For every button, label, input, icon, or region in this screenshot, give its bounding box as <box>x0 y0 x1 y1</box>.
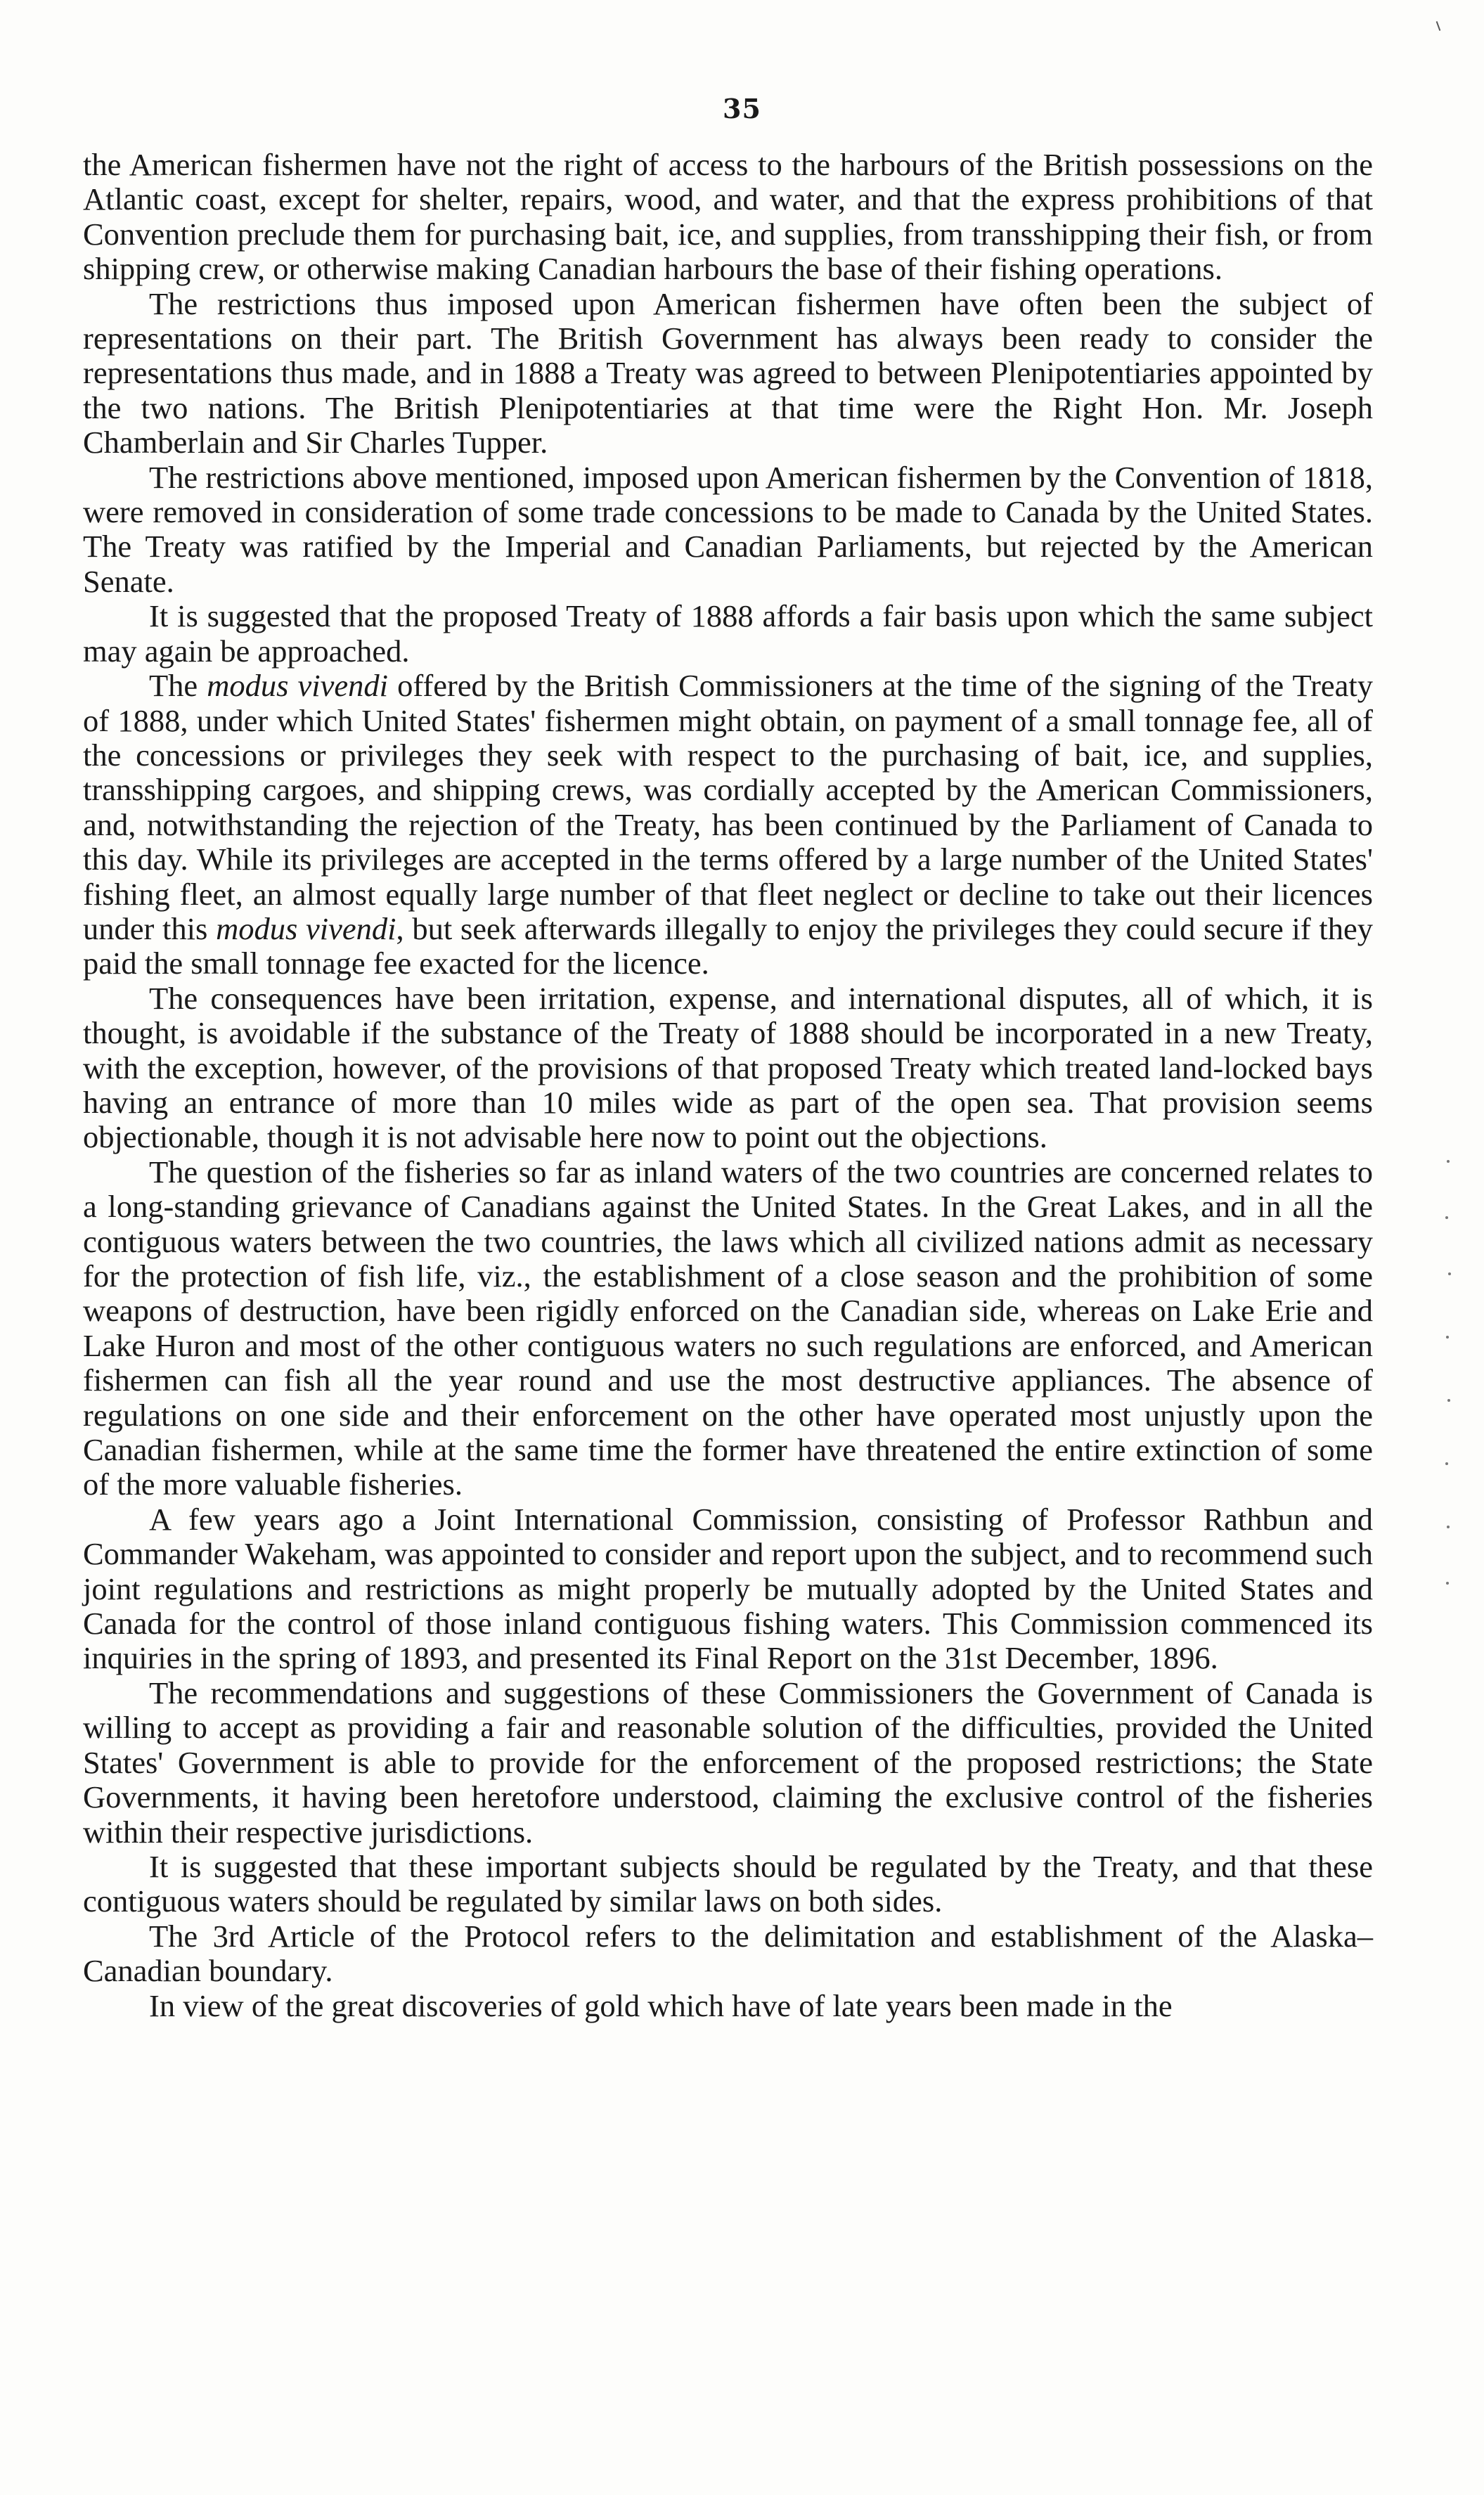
speck <box>1445 1216 1448 1219</box>
paragraph-5-italic-term-2: modus vivendi <box>216 910 396 946</box>
speck <box>1446 1336 1449 1339</box>
paragraph-6: The consequences have been irritation, expense, and international disputes, all of which, it is thought, is avoidable if the substance of the Treaty of 1888 should be incorporated in a new Treaty, with the exception, however, of the provisions of that proposed Treaty which treated land-locked bays having an entrance of more than 10 miles wide as part of the open sea. That provision seems objectionable, though it is not advisable here now to point out the objections. <box>83 980 1373 1155</box>
speck <box>1447 1526 1450 1528</box>
speck <box>1447 1399 1450 1402</box>
speck <box>1448 1272 1451 1275</box>
paragraph-8: A few years ago a Joint International Commission, consisting of Professor Rathbun and Commander Wakeham, was appointed to consider and report upon the subject, and to recommend such joint regulations and restrictions as might properly be mutually adopted by the United States and Canada for the control of those inland contiguous fishing waters. This Commission commenced its inquiries in the spring of 1893, and presented its Final Report on the 31st December, 1896. <box>83 1501 1373 1676</box>
speck <box>1446 1582 1449 1585</box>
paragraph-1: the American fishermen have not the right of access to the harbours of the British possessions on the Atlantic coast, except for shelter, repairs, wood, and water, and that the express prohibitions of that Convention preclude them for purchasing bait, ice, and supplies, from transshipping their fish, or from shipping crew, or otherwise making Canadian harbours the base of their fishing operations. <box>83 147 1373 287</box>
body-text <box>83 148 1373 2023</box>
paragraph-5-italic-term: modus vivendi <box>207 668 389 704</box>
paragraph-5 <box>83 669 1373 981</box>
speck <box>1447 1160 1450 1163</box>
paragraph-9: The recommendations and suggestions of these Commissioners the Government of Canada is willing to accept as providing a fair and reasonable solution of the difficulties, provided the United States' Government is able to provide for the enforcement of the proposed restrictions; the State Governments, it having been heretofore understood, claiming the exclusive control of the fisheries within their respective jurisdictions. <box>83 1675 1373 1850</box>
paragraph-5-part-b: offered by the British Commissioners at the time of the signing of the Treaty of 1888, under which United States' fishermen might obtain, on payment of a small tonnage fee, all of the concessions or privileges they seek with respect to the purchasing of bait, ice, and supplies, transshipping cargoes, and shipping crews, was cordially accepted by the American Commissioners, and, notwithstanding the rejection of the Treaty, has been continued by the Parliament of Canada to this day. While its privileges are accepted in the terms offered by a large number of the United States' fishing fleet, an almost equally large number of that fleet neglect or decline to take out their licences under this <box>83 668 1373 946</box>
page-number: 35 <box>723 93 761 124</box>
speck <box>1445 1462 1448 1465</box>
paragraph-2: The restrictions thus imposed upon American fishermen have often been the subject of representations on their part. The British Government has always been ready to consider the representations thus made, and in 1888 a Treaty was agreed to between Plenipotentiaries appointed by the two nations. The British Plenipotentiaries at that time were the Right Hon. Mr. Joseph Chamberlain and Sir Charles Tupper. <box>83 285 1373 460</box>
paragraph-12: In view of the great discoveries of gold which have of late years been made in the <box>149 1987 1173 2023</box>
paragraph-4: It is suggested that the proposed Treaty of 1888 affords a fair basis upon which the same subject may again be approached. <box>83 598 1373 669</box>
paragraph-7: The question of the fisheries so far as inland waters of the two countries are concerned relates to a long-standing grievance of Canadians against the United States. In the Great Lakes, and in all the contiguous waters between the two countries, the laws which all civilized nations admit as necessary for the protection of fish life, viz., the establishment of a close season and the prohibition of some weapons of destruction, have been rigidly enforced on the Canadian side, whereas on Lake Erie and Lake Huron and most of the other contiguous waters no such regulations are enforced, and American fishermen can fish all the year round and use the most destructive appliances. The absence of regulations on one side and their enforcement on the other have operated most unjustly upon the Canadian fishermen, while at the same time the former have threatened the entire extinction of some of the more valuable fisheries. <box>83 1154 1373 1502</box>
margin-specks <box>1441 1153 1455 1603</box>
paragraph-11: The 3rd Article of the Protocol refers to the delimitation and establishment of the Alaska–Canadian boundary. <box>83 1918 1373 1989</box>
paragraph-3: The restrictions above mentioned, imposed upon American fishermen by the Convention of 1818, were removed in consideration of some trade concessions to be made to Canada by the United States. The Treaty was ratified by the Imperial and Canadian Parliaments, but rejected by the American Senate. <box>83 459 1373 599</box>
paragraph-5-part-a: The <box>149 668 207 704</box>
paragraph-10: It is suggested that these important subjects should be regulated by the Treaty, and that these contiguous waters should be regulated by similar laws on both sides. <box>83 1848 1373 1919</box>
margin-mark <box>1436 21 1441 31</box>
paragraph-5-part-c: , but seek afterwards illegally to enjoy the privileges they could secure if they paid the small tonnage fee exacted for the licence. <box>83 910 1373 981</box>
